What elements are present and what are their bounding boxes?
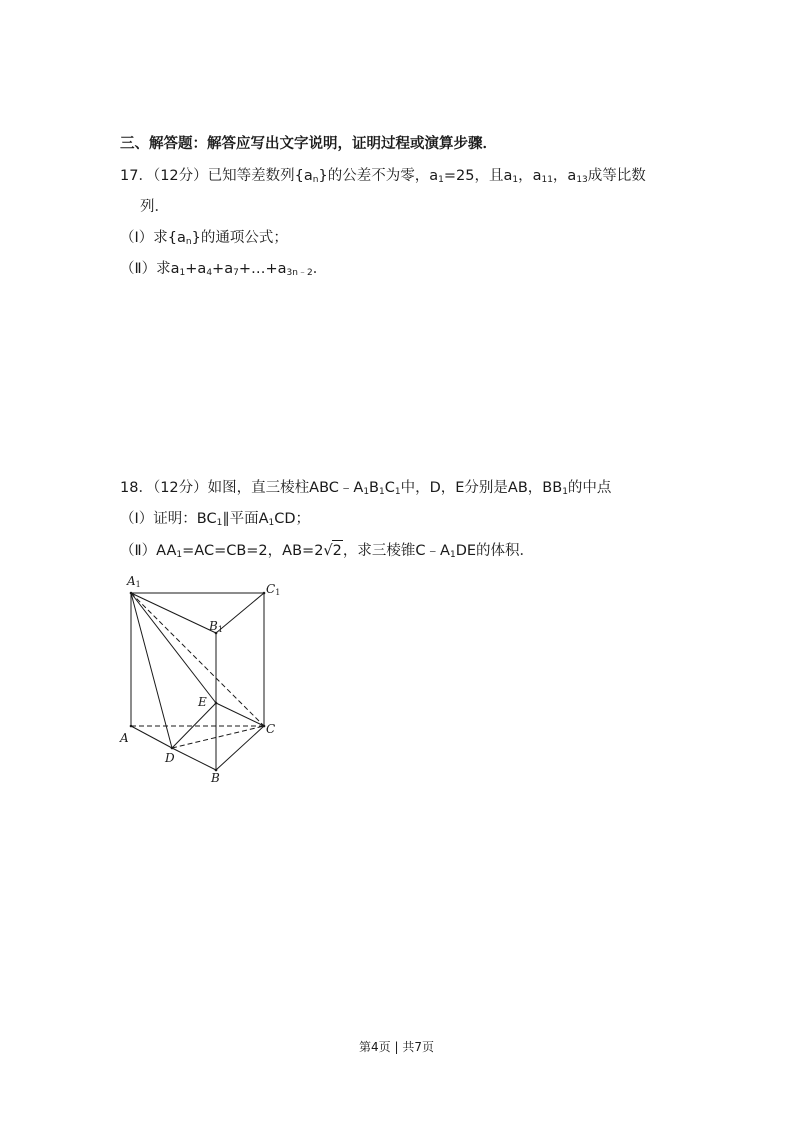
edge-d-c-dashed xyxy=(172,726,264,748)
label-c1: C1 xyxy=(266,582,281,597)
label-b1: B1 xyxy=(209,619,223,634)
q18-p2-sub-1: 1 xyxy=(176,550,183,560)
q18-sub-3: 1 xyxy=(394,487,401,497)
q17-p1-sub-n: n xyxy=(185,237,192,247)
label-b: B xyxy=(211,771,220,785)
question-18-stem xyxy=(120,478,611,498)
q17-p2-text-d: +…+a xyxy=(238,261,287,277)
question-18-part-1 xyxy=(120,509,310,529)
question-18-part-2 xyxy=(120,540,534,561)
q18-sub-1: 1 xyxy=(363,487,370,497)
vertex-a1 xyxy=(130,592,133,595)
edge-a-d xyxy=(131,726,172,748)
section-heading: 三、解答题：解答应写出文字说明，证明过程或演算步骤． xyxy=(120,136,497,152)
q17-text-3: =25，且a xyxy=(443,168,513,184)
q17-p2-sub-2: 4 xyxy=(206,268,213,278)
edge-a1-e xyxy=(131,593,216,703)
q18-p2-text-c: ，求三棱锥C﹣A xyxy=(342,543,450,559)
vertex-c1 xyxy=(263,592,266,595)
q18-p2-text-b: =AC=CB=2，AB= xyxy=(182,543,315,559)
vertex-c xyxy=(263,725,266,728)
edge-d-b xyxy=(172,748,216,770)
sqrt-radicand: 2 xyxy=(332,540,343,561)
q18-p1-sub-2: 1 xyxy=(268,518,275,528)
label-a1: A1 xyxy=(127,574,141,589)
q18-p1-sub-1: 1 xyxy=(216,518,223,528)
sqrt-coefficient: 2 xyxy=(314,543,324,559)
q18-text-1: 18．（12分）如图，直三棱柱ABC﹣A xyxy=(120,480,364,496)
edge-a1-b1 xyxy=(131,593,216,633)
q18-p1-text-a: （Ⅰ）证明：BC xyxy=(120,511,217,527)
q18-p1-text-c: CD； xyxy=(274,511,311,527)
q17-text-2: }的公差不为零，a xyxy=(318,168,439,184)
q18-text-5: 的中点 xyxy=(567,480,612,496)
label-e: E xyxy=(198,695,207,709)
question-17-stem xyxy=(120,166,646,186)
question-17-stem-cont: 列． xyxy=(140,199,169,215)
q17-text-1: 17．（12分）已知等差数列{a xyxy=(120,168,313,184)
edge-a1-d xyxy=(131,593,172,748)
q17-p2-text-b: +a xyxy=(185,261,207,277)
sqrt-expression xyxy=(314,540,343,561)
label-d: D xyxy=(165,751,175,765)
label-a: A xyxy=(120,731,129,745)
q18-text-4: 中，D，E分别是AB，BB xyxy=(400,480,563,496)
q17-sub-4: 13 xyxy=(576,175,588,185)
vertex-a xyxy=(130,725,133,728)
page-footer: 第4页 | 共7页 xyxy=(359,1040,434,1054)
edge-e-c xyxy=(216,703,264,726)
edge-d-e xyxy=(172,703,216,748)
q17-sub-3: 11 xyxy=(541,175,553,185)
q17-p2-text-c: +a xyxy=(212,261,234,277)
question-17-part-2 xyxy=(120,259,327,279)
q18-text-2: B xyxy=(369,480,379,496)
vertex-e xyxy=(215,702,218,705)
q17-p1-text-b: }的通项公式； xyxy=(191,230,288,246)
edge-b1-c1 xyxy=(216,593,264,633)
q17-p2-sub-4: 3n﹣2 xyxy=(286,268,313,278)
q17-sub-n: n xyxy=(312,175,319,185)
q18-sub-4: 1 xyxy=(562,487,568,497)
sqrt-sign: √ xyxy=(323,543,333,559)
q17-sub-2: 1 xyxy=(512,175,519,185)
label-c: C xyxy=(266,722,276,736)
q17-p2-text-a: （Ⅱ）求a xyxy=(120,261,180,277)
q18-p1-text-b: ∥平面A xyxy=(222,511,269,527)
prism-figure xyxy=(115,572,295,787)
q17-text-5: ，a xyxy=(552,168,577,184)
q18-p2-text-a: （Ⅱ）AA xyxy=(120,543,177,559)
vertex-d xyxy=(171,747,174,750)
q17-text-4: ，a xyxy=(518,168,542,184)
q17-p2-sub-1: 1 xyxy=(179,268,186,278)
q18-sub-2: 1 xyxy=(379,487,385,497)
q18-p2-sub-2: 1 xyxy=(449,550,456,560)
q18-text-3: C xyxy=(384,480,395,496)
q17-sub-1: 1 xyxy=(438,175,444,185)
q17-p2-text-e: ． xyxy=(312,261,328,277)
q17-p2-sub-3: 7 xyxy=(233,268,239,278)
q17-text-6: 成等比数 xyxy=(587,168,646,184)
prism-diagram xyxy=(115,572,295,787)
edge-b-c xyxy=(216,726,264,770)
q18-p2-text-d: DE的体积． xyxy=(455,543,535,559)
question-17-part-1 xyxy=(120,228,288,248)
q17-p1-text-a: （Ⅰ）求{a xyxy=(120,230,186,246)
